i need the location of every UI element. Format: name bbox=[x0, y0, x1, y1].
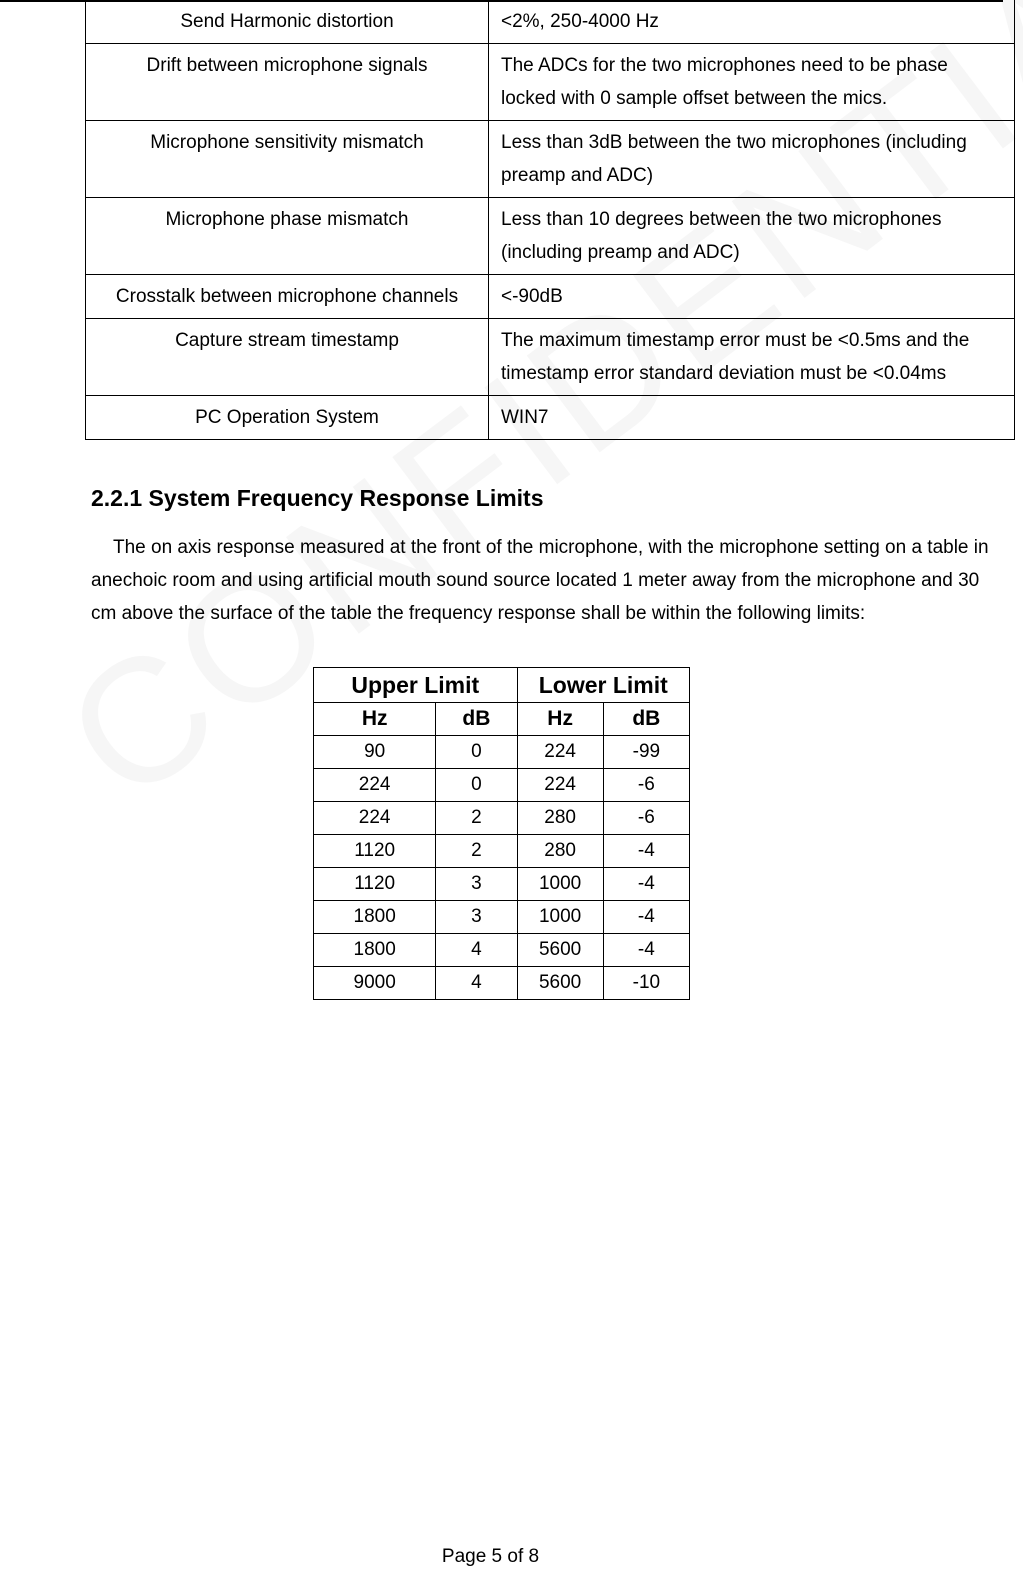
upper-hz-cell: 9000 bbox=[314, 967, 436, 1000]
lower-hz-cell: 280 bbox=[517, 835, 603, 868]
spec-requirement: Less than 3dB between the two microphones (including preamp and ADC) bbox=[489, 121, 1015, 198]
lower-limit-header: Lower Limit bbox=[517, 668, 689, 703]
lower-db-cell: -4 bbox=[603, 901, 689, 934]
upper-hz-cell: 1120 bbox=[314, 868, 436, 901]
upper-hz-cell: 224 bbox=[314, 769, 436, 802]
lower-db-cell: -4 bbox=[603, 835, 689, 868]
lower-hz-cell: 5600 bbox=[517, 967, 603, 1000]
section-paragraph: The on axis response measured at the front of the microphone, with the microphone setting on a table in anechoic room and using artificial mouth sound source located 1 meter away from the microphone and 30 cm above the surface of the table the frequency response shall be within the following limits: bbox=[91, 537, 989, 624]
spec-parameter: PC Operation System bbox=[86, 396, 489, 440]
lower-hz-cell: 280 bbox=[517, 802, 603, 835]
lower-hz-cell: 224 bbox=[517, 736, 603, 769]
lower-hz-cell: 5600 bbox=[517, 934, 603, 967]
upper-db-cell: 0 bbox=[436, 769, 517, 802]
table-row bbox=[86, 44, 1015, 121]
spec-parameter: Crosstalk between microphone channels bbox=[86, 275, 489, 319]
upper-db-cell: 3 bbox=[436, 868, 517, 901]
frequency-limits-table bbox=[313, 667, 690, 1000]
table-row bbox=[314, 736, 690, 769]
table-row bbox=[86, 0, 1015, 44]
spec-requirement: <-90dB bbox=[489, 275, 1015, 319]
spec-parameter: Send Harmonic distortion bbox=[86, 0, 489, 44]
table-row bbox=[314, 967, 690, 1000]
lower-db-cell: -4 bbox=[603, 934, 689, 967]
page-number: Page 5 of 8 bbox=[441, 1546, 540, 1567]
upper-limit-header: Upper Limit bbox=[314, 668, 518, 703]
spec-parameter: Drift between microphone signals bbox=[86, 44, 489, 121]
spec-requirement: <2%, 250-4000 Hz bbox=[489, 0, 1015, 44]
spec-parameter: Microphone sensitivity mismatch bbox=[86, 121, 489, 198]
spec-requirement: The ADCs for the two microphones need to be phase locked with 0 sample offset between the mics. bbox=[489, 44, 1015, 121]
table-row bbox=[86, 198, 1015, 275]
upper-hz-cell: 1800 bbox=[314, 934, 436, 967]
table-header-row bbox=[314, 668, 690, 703]
table-row bbox=[86, 319, 1015, 396]
spec-parameter: Capture stream timestamp bbox=[86, 319, 489, 396]
upper-db-header: dB bbox=[436, 703, 517, 736]
spec-requirement: WIN7 bbox=[489, 396, 1015, 440]
upper-db-cell: 2 bbox=[436, 835, 517, 868]
table-row bbox=[86, 275, 1015, 319]
table-row bbox=[314, 934, 690, 967]
lower-hz-cell: 224 bbox=[517, 769, 603, 802]
table-row bbox=[314, 835, 690, 868]
upper-db-cell: 4 bbox=[436, 967, 517, 1000]
spec-requirement: The maximum timestamp error must be <0.5ms and the timestamp error standard deviation must be <0.04ms bbox=[489, 319, 1015, 396]
upper-hz-cell: 90 bbox=[314, 736, 436, 769]
section-heading: 2.2.1 System Frequency Response Limits bbox=[91, 485, 544, 511]
table-row bbox=[314, 802, 690, 835]
upper-db-cell: 2 bbox=[436, 802, 517, 835]
upper-db-cell: 0 bbox=[436, 736, 517, 769]
lower-hz-cell: 1000 bbox=[517, 868, 603, 901]
spec-table bbox=[85, 0, 1015, 440]
table-row bbox=[314, 868, 690, 901]
lower-hz-cell: 1000 bbox=[517, 901, 603, 934]
upper-db-cell: 3 bbox=[436, 901, 517, 934]
lower-db-cell: -6 bbox=[603, 802, 689, 835]
table-unit-row bbox=[314, 703, 690, 736]
lower-db-cell: -4 bbox=[603, 868, 689, 901]
upper-hz-cell: 1800 bbox=[314, 901, 436, 934]
table-row bbox=[86, 121, 1015, 198]
table-row bbox=[314, 769, 690, 802]
lower-db-header: dB bbox=[603, 703, 689, 736]
upper-hz-cell: 1120 bbox=[314, 835, 436, 868]
spec-requirement: Less than 10 degrees between the two microphones (including preamp and ADC) bbox=[489, 198, 1015, 275]
lower-hz-header: Hz bbox=[517, 703, 603, 736]
upper-db-cell: 4 bbox=[436, 934, 517, 967]
lower-db-cell: -6 bbox=[603, 769, 689, 802]
spec-parameter: Microphone phase mismatch bbox=[86, 198, 489, 275]
table-row bbox=[314, 901, 690, 934]
lower-db-cell: -10 bbox=[603, 967, 689, 1000]
upper-hz-header: Hz bbox=[314, 703, 436, 736]
table-row bbox=[86, 396, 1015, 440]
upper-hz-cell: 224 bbox=[314, 802, 436, 835]
lower-db-cell: -99 bbox=[603, 736, 689, 769]
